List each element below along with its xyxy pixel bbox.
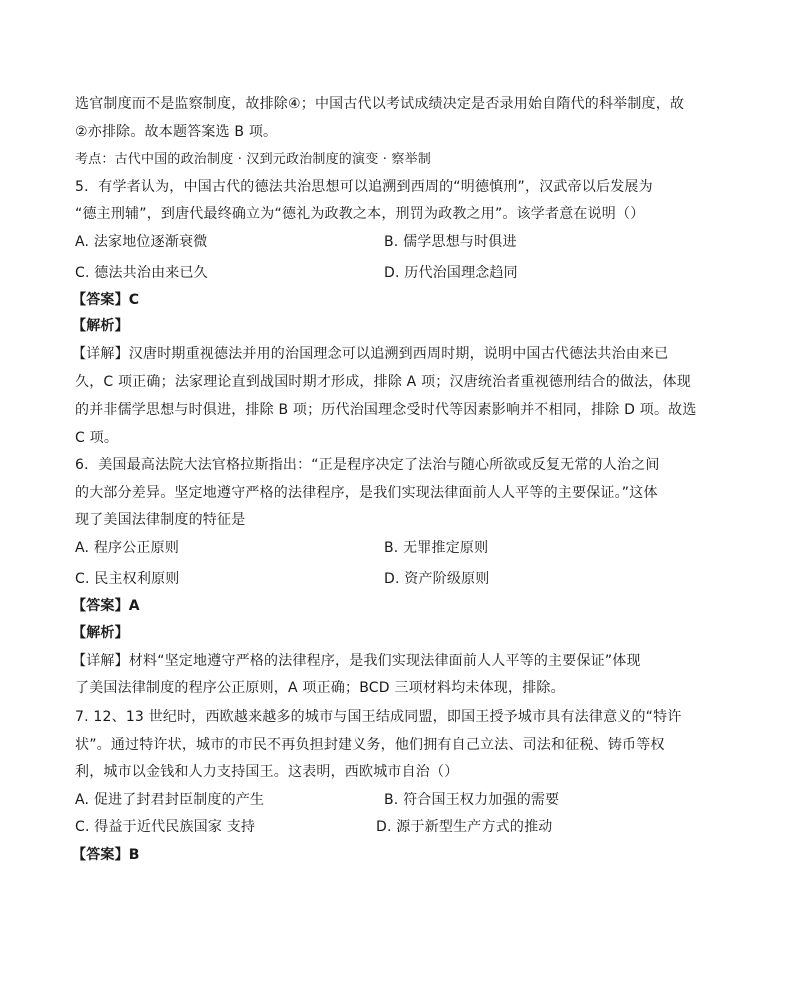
q6-stem-line-1: 6．美国最高法院大法官格拉斯指出：“正是程序决定了法治与随心所欲或反复无常的人治之间: [75, 457, 660, 473]
q7-option-c: C. 得益于近代民族国家 支持: [75, 819, 256, 835]
q6-stem-line-2: 的大部分差异。坚定地遵守严格的法律程序，是我们实现法律面前人人平等的主要保证。”这体: [75, 485, 658, 501]
q6-detail-line-2: 了美国法律制度的程序公正原则，A 项正确；BCD 三项材料均未体现，排除。: [75, 680, 565, 696]
q7-stem-line-1: 7. 12、13 世纪时，西欧越来越多的城市与国王结成同盟，即国王授予城市具有法律意义的“特许: [75, 709, 682, 725]
q6-stem-line-3: 现了美国法律制度的特征是: [75, 512, 246, 528]
q7-stem-line-2: 状”。通过特许状，城市的市民不再负担封建义务，他们拥有自己立法、司法和征税、铸币等权: [75, 737, 665, 753]
q7-option-b: B. 符合国王权力加强的需要: [384, 792, 560, 808]
q5-option-b: B. 儒学思想与时俱进: [384, 234, 517, 250]
q6-detail-line-1: 【详解】材料“坚定地遵守严格的法律程序，是我们实现法律面前人人平等的主要保证”体现: [72, 653, 641, 669]
q6-option-d: D. 资产阶级原则: [384, 571, 490, 587]
intro-line-1: 选官制度而不是监察制度，故排除④；中国古代以考试成绩决定是否录用始自隋代的科举制度，故: [75, 96, 685, 112]
q5-option-a: A. 法家地位逐渐衰微: [75, 234, 208, 250]
q5-answer: 【答案】C: [72, 292, 140, 308]
q6-answer: 【答案】A: [72, 598, 140, 614]
q6-option-a: A. 程序公正原则: [75, 540, 180, 556]
kaodian-line: 考点：古代中国的政治制度 · 汉到元政治制度的演变 · 察举制: [75, 152, 431, 167]
q5-stem-line-1: 5．有学者认为，中国古代的德法共治思想可以追溯到西周的“明德慎刑”，汉武帝以后发展为: [75, 179, 653, 195]
q5-detail-line-3: 的并非儒学思想与时俱进，排除 B 项；历代治国理念受时代等因素影响并不相同，排除 D 项。故选: [75, 402, 697, 418]
q5-option-d: D. 历代治国理念趋同: [384, 265, 518, 281]
q5-stem-line-2: “德主刑辅”，到唐代最终确立为“德礼为政教之本，刑罚为政教之用”。该学者意在说明（）: [75, 206, 645, 222]
q6-jiexi-label: 【解析】: [72, 625, 129, 641]
q7-option-a: A. 促进了封君封臣制度的产生: [75, 792, 265, 808]
q5-option-c: C. 德法共治由来已久: [75, 265, 208, 281]
q6-option-c: C. 民主权利原则: [75, 571, 180, 587]
intro-line-2: ②亦排除。故本题答案选 B 项。: [75, 124, 278, 140]
q7-option-d: D. 源于新型生产方式的推动: [376, 819, 553, 835]
q5-detail-line-2: 久，C 项正确；法家理论直到战国时期才形成，排除 A 项；汉唐统治者重视德刑结合的做法，体现: [75, 374, 691, 390]
q5-detail-line-4: C 项。: [75, 430, 119, 446]
q7-answer: 【答案】B: [72, 847, 140, 863]
q5-jiexi-label: 【解析】: [72, 318, 129, 334]
q7-stem-line-3: 利，城市以金钱和人力支持国王。这表明，西欧城市自治（）: [75, 764, 459, 780]
q5-detail-line-1: 【详解】汉唐时期重视德法并用的治国理念可以追溯到西周时期，说明中国古代德法共治由来已: [72, 346, 669, 362]
q6-option-b: B. 无罪推定原则: [384, 540, 489, 556]
